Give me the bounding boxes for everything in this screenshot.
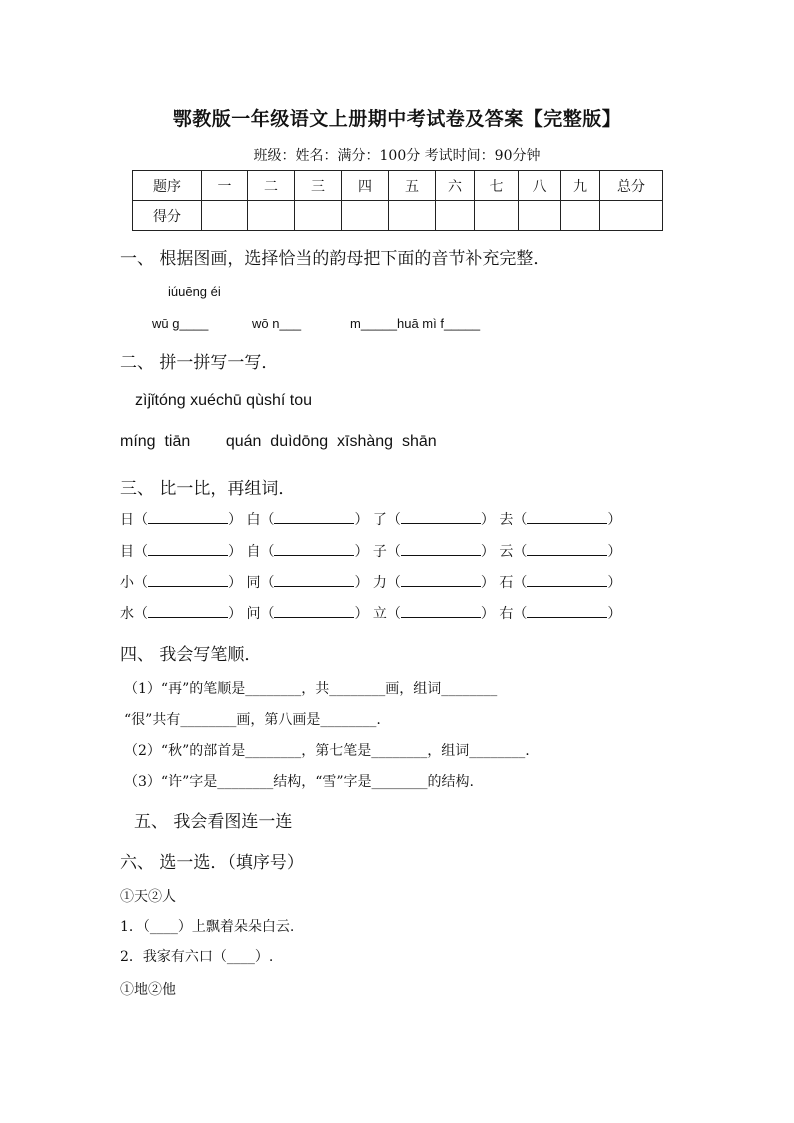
row-label: 得分: [133, 201, 202, 231]
answer-blank[interactable]: [274, 573, 354, 587]
compare-row: 水（ ） 问（ ） 立（ ） 右（ ）: [120, 606, 622, 622]
score-cell[interactable]: [475, 201, 519, 231]
section-1-options: iúuēng éi: [168, 284, 221, 299]
char: 石: [499, 575, 514, 591]
char: 去: [499, 512, 514, 528]
section-2-heading: 二、 拼一拼写一写．: [120, 353, 279, 373]
score-cell[interactable]: [202, 201, 248, 231]
stroke-question: （1）“再”的笔顺是________，共________画，组词________: [124, 681, 498, 697]
score-header-row: [133, 171, 663, 201]
answer-blank[interactable]: [401, 510, 481, 524]
char: 白: [246, 512, 261, 528]
header-cell: 八: [519, 171, 561, 201]
header-cell: 五: [389, 171, 436, 201]
header-cell: 三: [295, 171, 342, 201]
header-cell: 二: [248, 171, 295, 201]
answer-blank[interactable]: [148, 542, 228, 556]
choice-line: ①地②他: [120, 982, 176, 998]
header-cell: 题序: [133, 171, 202, 201]
answer-blank[interactable]: [401, 542, 481, 556]
choice-line: 2．我家有六口（____）.: [120, 949, 274, 965]
section-4-heading: 四、 我会写笔顺．: [120, 645, 262, 665]
header-cell: 七: [475, 171, 519, 201]
char: 小: [120, 575, 134, 591]
char: 日: [120, 512, 134, 528]
char: 子: [372, 544, 387, 560]
section-5-heading: 五、 我会看图连一连: [134, 812, 293, 832]
score-row: [133, 201, 663, 231]
answer-blank[interactable]: [274, 510, 354, 524]
stroke-question: “很”共有________画，第八画是________.: [124, 712, 381, 728]
char: 云: [499, 544, 514, 560]
page-title: 鄂教版一年级语文上册期中考试卷及答案【完整版】: [172, 108, 622, 130]
header-cell: 四: [342, 171, 389, 201]
answer-blank[interactable]: [401, 573, 481, 587]
answer-blank[interactable]: [148, 573, 228, 587]
header-cell: 总分: [600, 171, 663, 201]
exam-meta: 班级：姓名：满分：100分 考试时间：90分钟: [253, 148, 541, 164]
answer-blank[interactable]: [401, 604, 481, 618]
stroke-question: （3）“许”字是________结构，“雪”字是________的结构.: [124, 774, 474, 790]
header-cell: 六: [436, 171, 475, 201]
answer-blank[interactable]: [527, 542, 607, 556]
compare-row: 小（ ） 同（ ） 力（ ） 石（ ）: [120, 575, 622, 591]
section-1-heading: 一、 根据图画，选择恰当的韵母把下面的音节补充完整．: [120, 249, 551, 269]
answer-blank[interactable]: [274, 542, 354, 556]
char: 自: [246, 544, 261, 560]
header-cell: 九: [561, 171, 600, 201]
char: 力: [372, 575, 387, 591]
char: 同: [246, 575, 261, 591]
answer-blank[interactable]: [148, 604, 228, 618]
section-6-heading: 六、 选一选．（填序号）: [120, 853, 304, 873]
score-cell[interactable]: [600, 201, 663, 231]
char: 立: [372, 606, 387, 622]
section-3-heading: 三、 比一比，再组词．: [120, 479, 296, 499]
score-cell[interactable]: [561, 201, 600, 231]
score-cell[interactable]: [248, 201, 295, 231]
section-1-item: m_____huā mì f_____: [350, 316, 481, 331]
char: 右: [499, 606, 514, 622]
score-cell[interactable]: [342, 201, 389, 231]
section-2-pinyin-line: zìjǐtóng xuéchū qùshí tou: [135, 392, 313, 409]
compare-row: 目（ ） 自（ ） 子（ ） 云（ ）: [120, 544, 622, 560]
score-cell[interactable]: [389, 201, 436, 231]
answer-blank[interactable]: [148, 510, 228, 524]
score-table: [132, 170, 663, 231]
char: 水: [120, 606, 134, 622]
char: 目: [120, 544, 134, 560]
answer-blank[interactable]: [527, 604, 607, 618]
answer-blank[interactable]: [527, 573, 607, 587]
stroke-question: （2）“秋”的部首是________，第七笔是________，组词________.: [124, 743, 530, 759]
char: 问: [246, 606, 261, 622]
score-cell[interactable]: [519, 201, 561, 231]
choice-line: ①天②人: [120, 889, 176, 905]
compare-row: 日（ ） 白（ ） 了（ ） 去（ ）: [120, 512, 622, 528]
header-cell: 一: [202, 171, 248, 201]
choice-line: 1．（____）上飘着朵朵白云.: [120, 919, 295, 935]
section-2-pinyin-line: míng tiān quán duìdōng xīshàng shān: [120, 433, 437, 450]
section-1-item: wū g____: [152, 316, 209, 331]
section-1-item: wō n___: [252, 316, 302, 331]
answer-blank[interactable]: [274, 604, 354, 618]
score-cell[interactable]: [295, 201, 342, 231]
answer-blank[interactable]: [527, 510, 607, 524]
score-cell[interactable]: [436, 201, 475, 231]
char: 了: [372, 512, 387, 528]
